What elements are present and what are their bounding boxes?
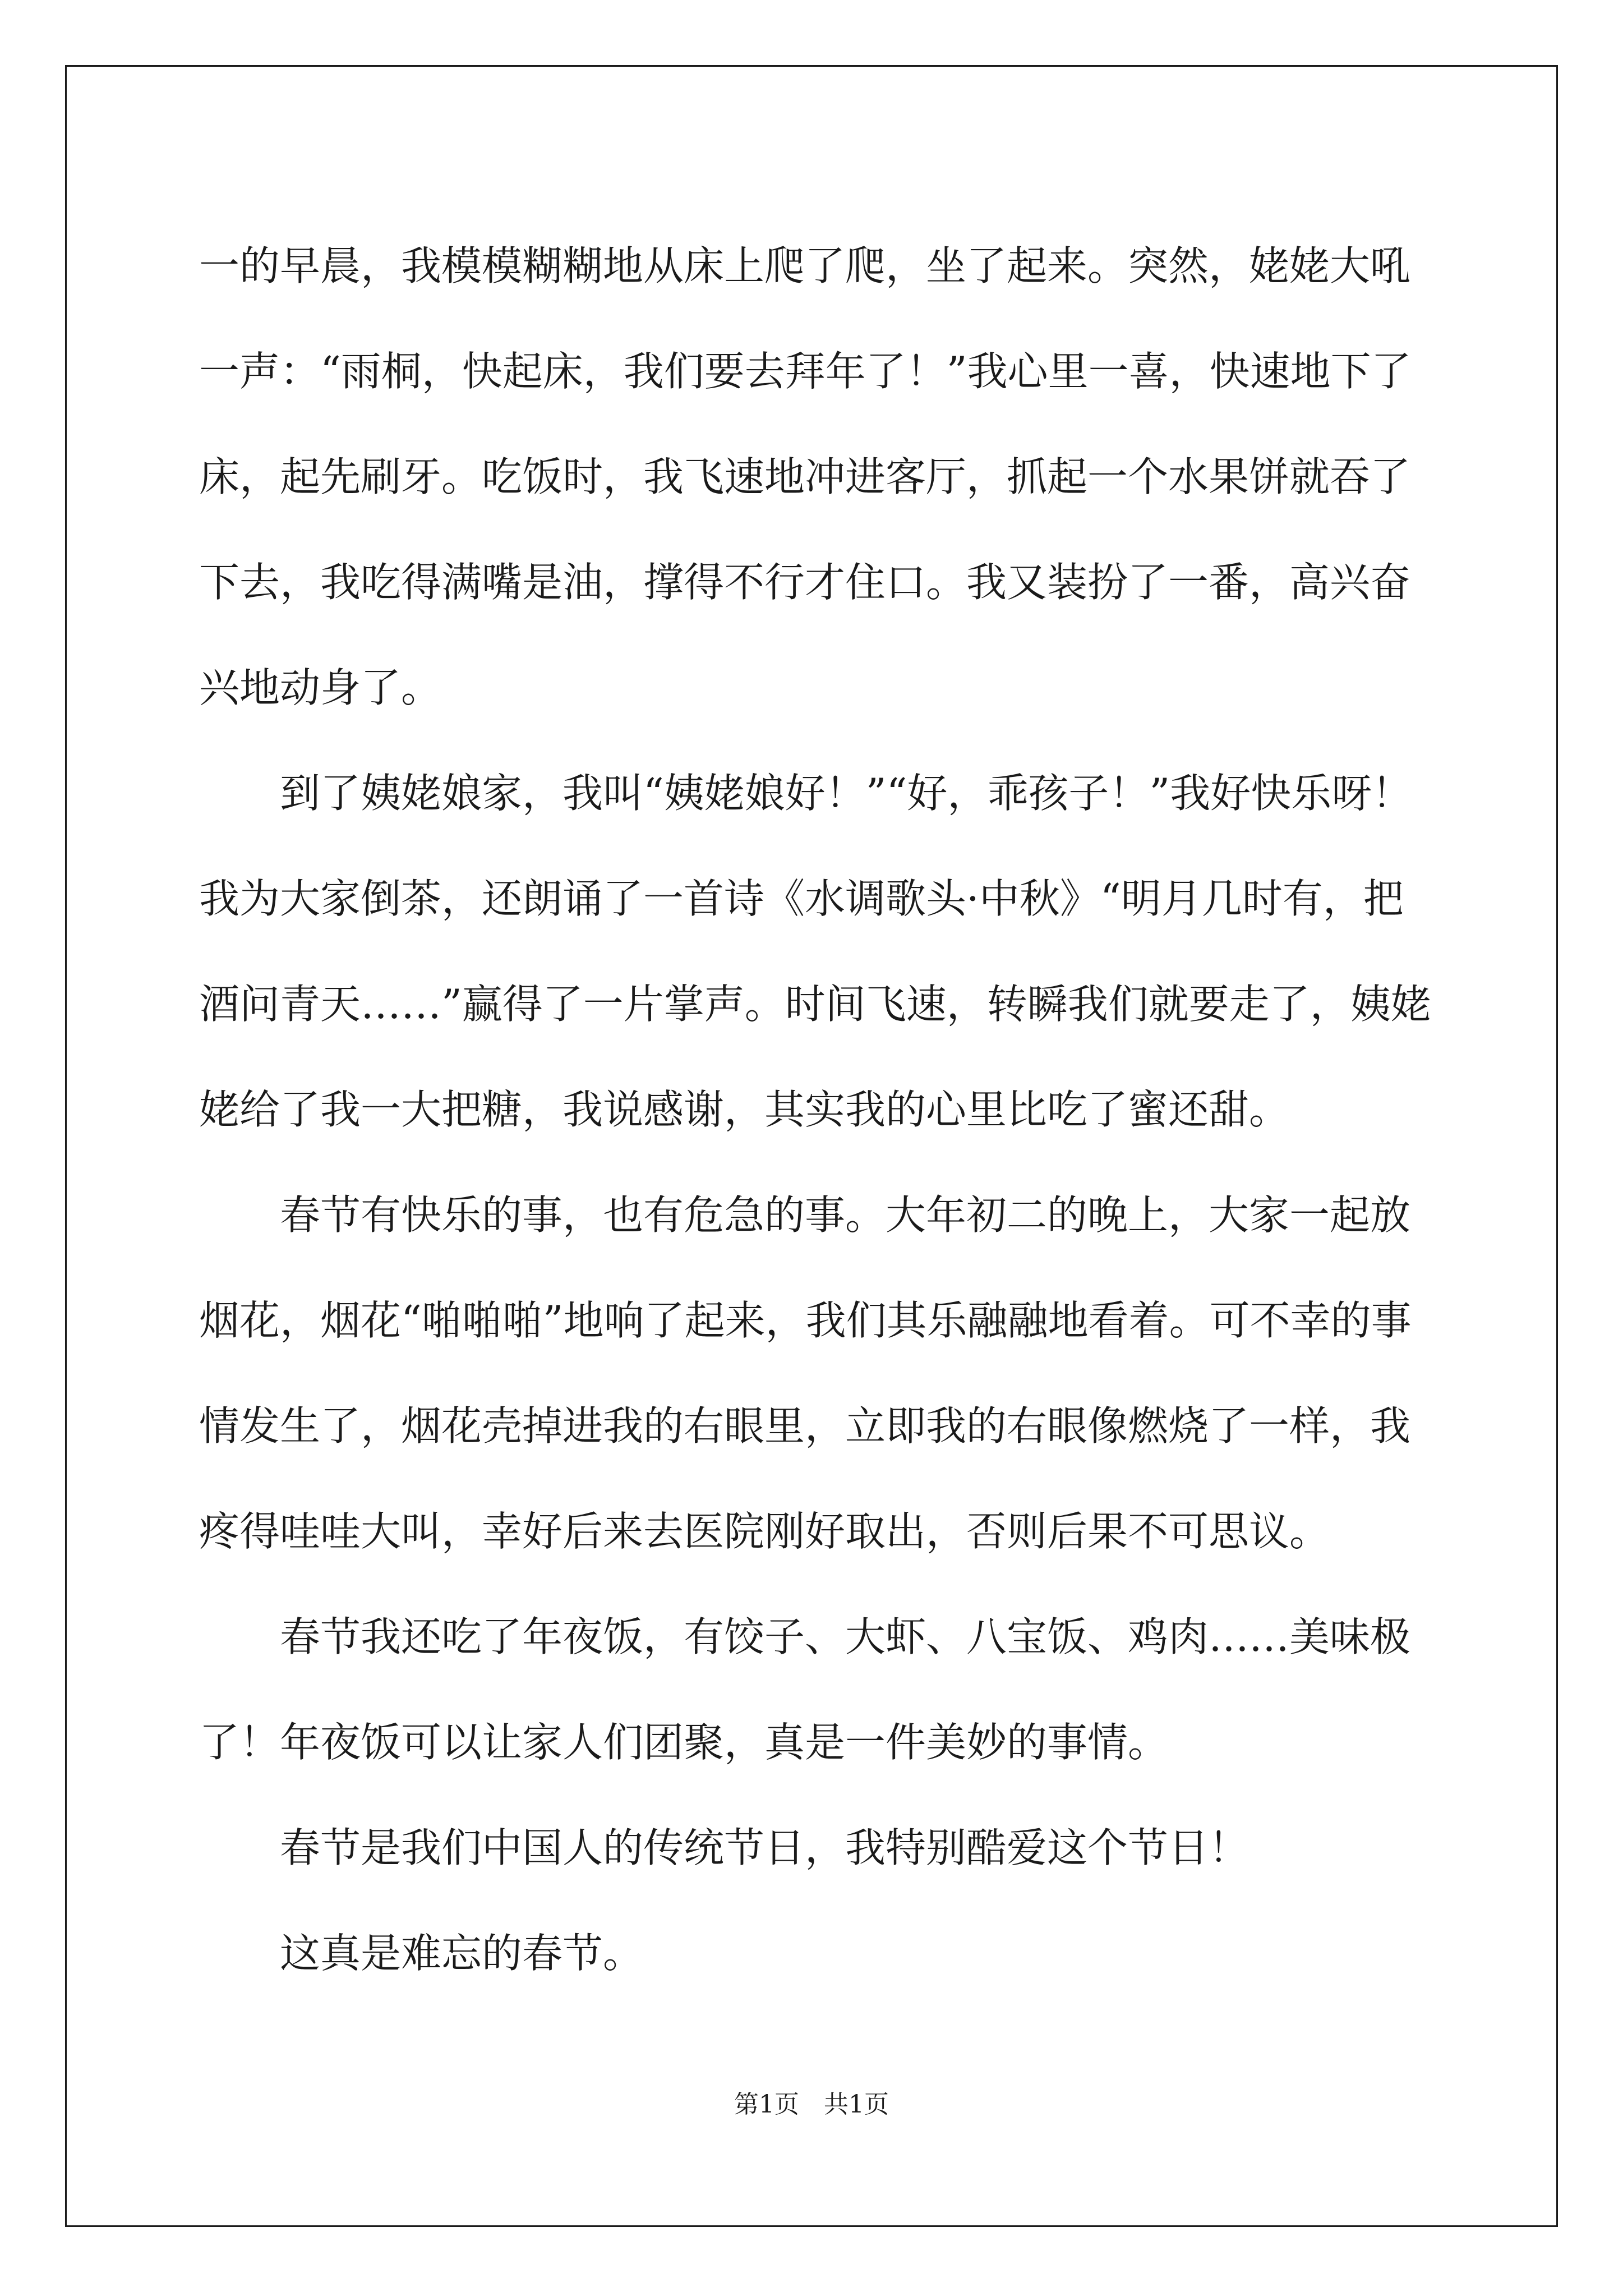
document-body — [199, 213, 1433, 2006]
paragraph-5: 春节是我们中国人的传统节日，我特别酷爱这个节日！ — [280, 1824, 1249, 1871]
paragraph-1: 一的早晨，我模模糊糊地从床上爬了爬，坐了起来。突然，姥姥大吼一声：“雨桐，快起床，我们要去拜年了！”我心里一喜，快速地下了床，起先刷牙。吃饭时，我飞速地冲进客厅，抓起一个水果饼就吞了下去，我吃得满嘴是油，撑得不行才住口。我又装扮了一番，高兴奋兴地动身了。 — [199, 242, 1412, 711]
paragraph-6: 这真是难忘的春节。 — [280, 1930, 644, 1977]
paragraph-4: 春节我还吃了年夜饭，有饺子、大虾、八宝饭、鸡肉……美味极了！年夜饭可以让家人们团聚，真是一件美妙的事情。 — [199, 1613, 1411, 1766]
paragraph-2: 到了姨姥娘家，我叫“姨姥娘好！”“好，乖孩子！”我好快乐呀！我为大家倒茶，还朗诵了一首诗《水调歌头·中秋》“明月几时有，把酒问青天……”赢得了一片掌声。时间飞速，转瞬我们就要走了，姨姥姥给了我一大把糖，我说感谢，其实我的心里比吃了蜜还甜。 — [199, 770, 1431, 1133]
paragraph-3: 春节有快乐的事，也有危急的事。大年初二的晚上，大家一起放烟花，烟花“啪啪啪”地响了起来，我们其乐融融地看着。可不幸的事情发生了，烟花壳掉进我的右眼里，立即我的右眼像燃烧了一样，我疼得哇哇大叫，幸好后来去医院刚好取出，否则后果不可思议。 — [199, 1191, 1412, 1555]
page-number-footer: 第1页 共1页 — [734, 2090, 889, 2119]
